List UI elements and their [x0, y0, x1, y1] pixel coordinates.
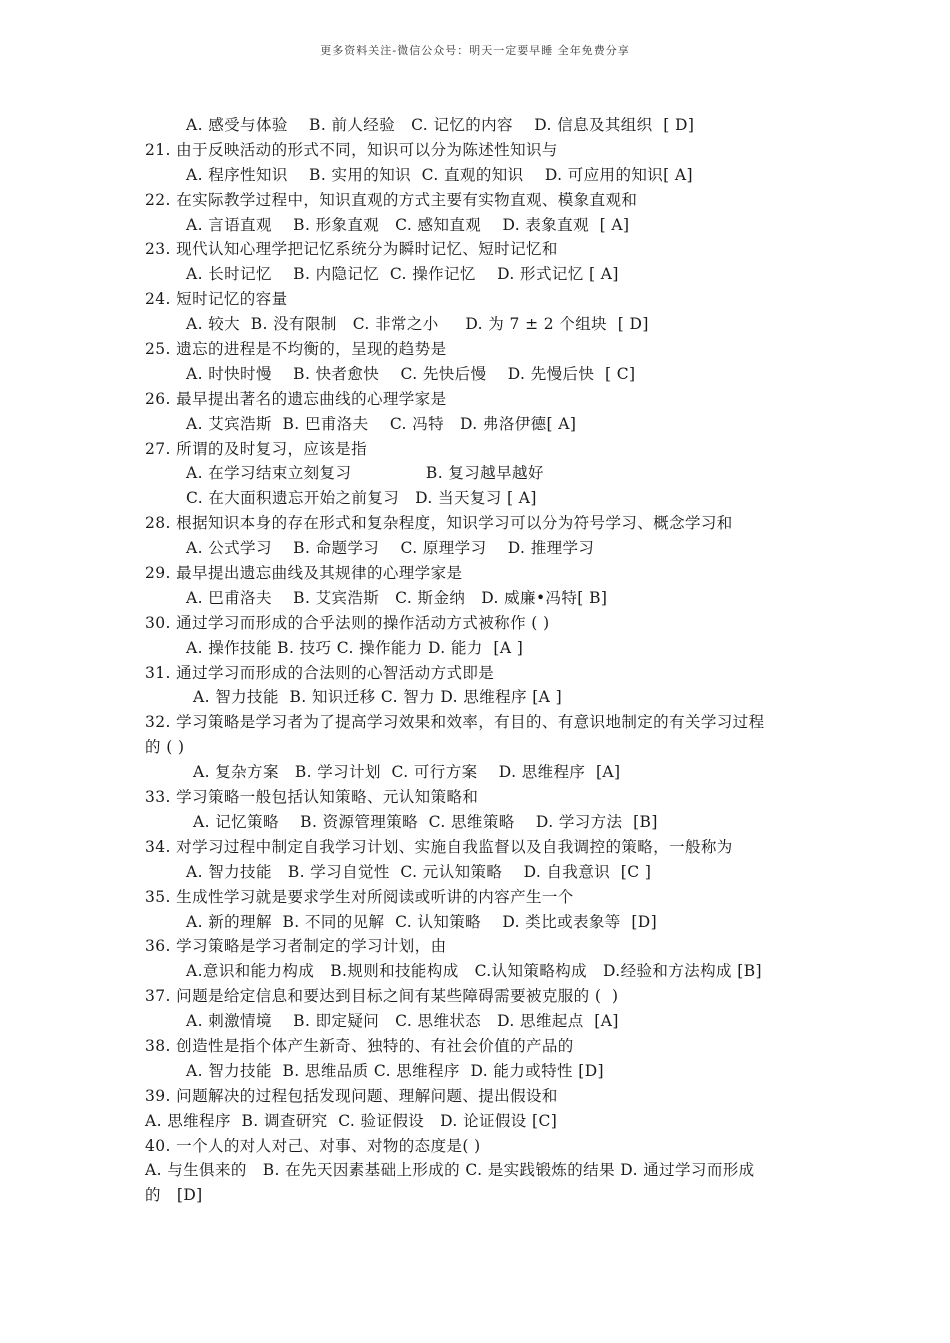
answer-options-line: A. 巴甫洛夫 B. 艾宾浩斯 C. 斯金纳 D. 威廉•冯特[ B]: [186, 588, 608, 607]
answer-options-line: A. 与生俱来的 B. 在先天因素基础上形成的 C. 是实践锻炼的结果 D. 通过学习而形成: [145, 1161, 755, 1180]
question-line: 23. 现代认知心理学把记忆系统分为瞬时记忆、短时记忆和: [145, 240, 558, 259]
question-line: 38. 创造性是指个体产生新奇、独特的、有社会价值的产品的: [145, 1036, 574, 1055]
question-line: 的 ( ): [145, 738, 185, 757]
question-line: 37. 问题是给定信息和要达到目标之间有某些障碍需要被克服的 ( ): [145, 987, 619, 1006]
answer-options-line: A. 智力技能 B. 学习自觉性 C. 元认知策略 D. 自我意识 [C ]: [186, 862, 652, 881]
answer-options-line: A. 复杂方案 B. 学习计划 C. 可行方案 D. 思维程序 [A]: [193, 763, 621, 782]
question-line: 31. 通过学习而形成的合法则的心智活动方式即是: [145, 663, 495, 682]
question-line: 33. 学习策略一般包括认知策略、元认知策略和: [145, 788, 479, 807]
question-line: 25. 遗忘的进程是不均衡的，呈现的趋势是: [145, 340, 447, 359]
answer-options-line: A.意识和能力构成 B.规则和技能构成 C.认知策略构成 D.经验和方法构成 [B]: [186, 962, 762, 981]
question-line: 30. 通过学习而形成的合乎法则的操作活动方式被称作 ( ): [145, 613, 550, 632]
question-line: 21. 由于反映活动的形式不同，知识可以分为陈述性知识与: [145, 140, 558, 159]
answer-options-line: A. 程序性知识 B. 实用的知识 C. 直观的知识 D. 可应用的知识[ A]: [186, 165, 693, 184]
answer-options-line: A. 刺激情境 B. 即定疑问 C. 思维状态 D. 思维起点 [A]: [186, 1012, 619, 1031]
answer-options-line: A. 言语直观 B. 形象直观 C. 感知直观 D. 表象直观 [ A]: [186, 215, 630, 234]
question-line: 36. 学习策略是学习者制定的学习计划，由: [145, 937, 447, 956]
answer-options-line: A. 较大 B. 没有限制 C. 非常之小 D. 为 7 ± 2 个组块 [ D]: [186, 315, 649, 334]
question-line: 39. 问题解决的过程包括发现问题、理解问题、提出假设和: [145, 1086, 558, 1105]
question-line: 26. 最早提出著名的遗忘曲线的心理学家是: [145, 389, 447, 408]
question-line: 40. 一个人的对人对己、对事、对物的态度是( ): [145, 1136, 481, 1155]
answer-options-line: A. 新的理解 B. 不同的见解 C. 认知策略 D. 类比或表象等 [D]: [186, 912, 658, 931]
answer-options-line: A. 感受与体验 B. 前人经验 C. 记忆的内容 D. 信息及其组织 [ D]: [186, 116, 695, 134]
page-header-notice: 更多资料关注-微信公众号：明天一定要早睡 全年免费分享: [320, 44, 630, 57]
answer-options-line: A. 记忆策略 B. 资源管理策略 C. 思维策略 D. 学习方法 [B]: [193, 812, 658, 831]
answer-options-line: A. 艾宾浩斯 B. 巴甫洛夫 C. 冯特 D. 弗洛伊德[ A]: [186, 414, 577, 433]
answer-options-line: A. 在学习结束立刻复习 B. 复习越早越好: [186, 464, 544, 483]
answer-options-line: A. 公式学习 B. 命题学习 C. 原理学习 D. 推理学习: [186, 539, 595, 558]
answer-options-line: A. 思维程序 B. 调查研究 C. 验证假设 D. 论证假设 [C]: [145, 1111, 558, 1130]
answer-options-line: A. 操作技能 B. 技巧 C. 操作能力 D. 能力 [A ]: [186, 638, 524, 657]
question-line: 27. 所谓的及时复习，应该是指: [145, 439, 367, 458]
question-line: 35. 生成性学习就是要求学生对所阅读或听讲的内容产生一个: [145, 887, 574, 906]
question-line: 32. 学习策略是学习者为了提高学习效果和效率，有目的、有意识地制定的有关学习过程: [145, 713, 765, 732]
question-list: [145, 113, 845, 1208]
answer-options-line: A. 智力技能 B. 知识迁移 C. 智力 D. 思维程序 [A ]: [193, 688, 563, 707]
answer-options-line: C. 在大面积遗忘开始之前复习 D. 当天复习 [ A]: [186, 489, 537, 508]
question-line: 22. 在实际教学过程中，知识直观的方式主要有实物直观、模象直观和: [145, 190, 638, 209]
answer-options-line: 的 [D]: [145, 1186, 203, 1205]
answer-options-line: A. 智力技能 B. 思维品质 C. 思维程序 D. 能力或特性 [D]: [186, 1061, 604, 1080]
answer-options-line: A. 长时记忆 B. 内隐记忆 C. 操作记忆 D. 形式记忆 [ A]: [186, 265, 619, 284]
answer-options-line: A. 时快时慢 B. 快者愈快 C. 先快后慢 D. 先慢后快 [ C]: [186, 364, 636, 383]
question-line: 28. 根据知识本身的存在形式和复杂程度，知识学习可以分为符号学习、概念学习和: [145, 514, 733, 533]
question-line: 29. 最早提出遗忘曲线及其规律的心理学家是: [145, 564, 463, 583]
question-line: 34. 对学习过程中制定自我学习计划、实施自我监督以及自我调控的策略，一般称为: [145, 837, 733, 856]
question-line: 24. 短时记忆的容量: [145, 290, 288, 309]
